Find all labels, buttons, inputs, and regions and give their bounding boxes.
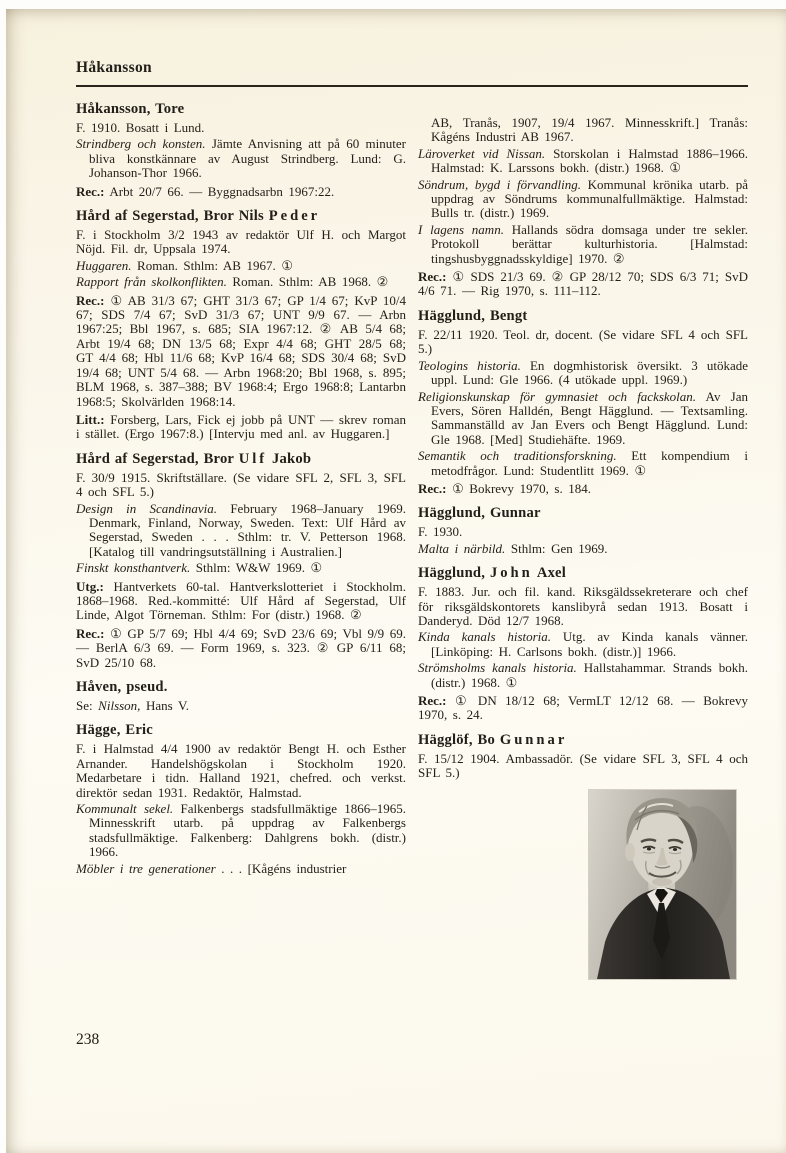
entry-heading xyxy=(76,679,406,696)
entry-heading xyxy=(76,722,406,739)
work-title: Huggaren. xyxy=(76,257,132,273)
text-run: Kommunal krönika utarb. på uppdrag av Söndrums kommunalfullmäktige. Halmstad: Bulls tr. (distr.) 1969. xyxy=(431,176,748,221)
work-title: Söndrum, bygd i förvandling. xyxy=(418,176,581,192)
work-title-entry xyxy=(418,661,748,690)
text-run: ① SDS 21/3 69. ② GP 28/12 70; SDS 6/3 71; SvD 4/6 71. — Rig 1970, s. 111–112. xyxy=(418,269,748,299)
biography-text xyxy=(76,471,406,500)
text-run: Hägglund, Gunnar xyxy=(418,505,541,522)
field-label: Rec.: xyxy=(76,183,105,199)
work-title-entry xyxy=(418,223,748,266)
references-paragraph xyxy=(418,482,748,496)
work-title-entry xyxy=(76,275,406,289)
text-run: Storskolan i Halmstad 1886–1966. Halmstad: K. Larssons bokh. (distr.) 1968. ① xyxy=(431,145,748,176)
text-run: Hägglund, Bengt xyxy=(418,307,528,324)
text-run: Hård af Segerstad, Bror xyxy=(76,450,239,467)
text-run: F. 30/9 1915. Skriftställare. (Se vidare SFL 2, SFL 3, SFL 4 och SFL 5.) xyxy=(76,469,406,500)
right-column xyxy=(418,114,748,781)
biography-text xyxy=(76,228,406,257)
work-title: Teologins historia. xyxy=(418,357,521,373)
work-title: Rapport från skolkonflikten. xyxy=(76,274,227,290)
entry-heading xyxy=(76,101,406,118)
field-label: Rec.: xyxy=(76,292,105,308)
text-run: Hallstahammar. Strands bokh. (distr.) 1968. ① xyxy=(431,660,748,690)
text-run: Ett kompendium i metodfrågor. Lund: Studentlitt 1969. ① xyxy=(431,448,748,478)
text-run: ① DN 18/12 68; VermLT 12/12 68. — Bokrevy 1970, s. 24. xyxy=(418,693,748,723)
work-title: Strindberg och konsten. xyxy=(76,136,206,152)
biography-text xyxy=(76,121,406,135)
header-rule xyxy=(76,85,748,87)
running-head: Håkansson xyxy=(76,59,152,76)
text-run: F. 15/12 1904. Ambassadör. (Se vidare SFL 3, SFL 4 och SFL 5.) xyxy=(418,750,748,781)
biography-text xyxy=(418,585,748,628)
work-title: Nilsson, xyxy=(98,698,141,713)
field-label: Rec.: xyxy=(418,269,447,285)
references-paragraph xyxy=(418,694,748,723)
field-label: Litt.: xyxy=(76,411,105,427)
entry-heading xyxy=(76,451,406,468)
spaced-given-name: John xyxy=(489,565,533,582)
text-run: Utg. av Kinda kanals vänner. [Linköping: H. Carlsons bokh. (distr.)] 1966. xyxy=(431,629,748,659)
text-run: Håven, pseud. xyxy=(76,679,168,695)
text-run: Hans V. xyxy=(140,698,189,713)
text-run: Hantverkets 60-tal. Hantverkslotteriet i Stockholm. 1868–1968. Red.-kommitté: Ulf Hård af Segerstad, Ulf Linde, Algot Törneman. Sthlm: For (distr.) 1968. ② xyxy=(76,578,406,623)
text-run: Håkansson, Tore xyxy=(76,101,185,117)
work-title: Kinda kanals historia. xyxy=(418,629,552,645)
work-title-entry xyxy=(418,449,748,478)
text-run: F. 1910. Bosatt i Lund. xyxy=(76,120,205,135)
text-run: Hallands södra domsaga under tre sekler. Protokoll berättar kulturhistoria. [Halmstad: tingshusbyggnadsskyldige] 1970. ② xyxy=(431,221,749,266)
text-run: Axel xyxy=(532,565,566,582)
field-label: Utg.: xyxy=(76,578,104,594)
book-page xyxy=(6,9,786,1153)
text-run: ① Bokrevy 1970, s. 184. xyxy=(446,480,591,496)
entry-heading xyxy=(76,208,406,225)
references-paragraph xyxy=(76,294,406,409)
text-run: En dogmhistorisk översikt. 3 utökade uppl. Lund: Gle 1966. (4 utökade uppl. 1969.) xyxy=(431,357,748,388)
text-run: Jämte Anvisning att på 60 minuter bliva konstkännare av August Strindberg. Lund: G. Johanson-Thor 1966. xyxy=(89,136,406,181)
spaced-given-name: Gunnar xyxy=(499,731,568,748)
entry-heading xyxy=(418,308,748,325)
work-title: Kommunalt sekel. xyxy=(76,801,174,817)
work-title: Design in Scandinavia. xyxy=(76,500,218,516)
work-title: Möbler i tre generationer xyxy=(76,860,216,876)
text-run: Forsberg, Lars, Fick ej jobb på UNT — skrev roman i stället. (Ergo 1967:8.) [Intervju med anl. av Huggaren.] xyxy=(76,411,406,442)
text-run: ① GP 5/7 69; Hbl 4/4 69; SvD 23/6 69; Vbl 9/9 69. — BerlA 6/3 69. — Form 1969, s. 323. ② GP 6/11 68; SvD 25/10 68. xyxy=(76,625,406,670)
portrait-photo xyxy=(589,790,736,979)
text-run: Falkenbergs stadsfullmäktige 1866–1965. Minnesskrift utarb. på uppdrag av Falkenbergs stadsfullmäktige. Falkenberg: Dahlgrens bokh. (distr.) 1966. xyxy=(89,801,407,860)
field-label: Rec.: xyxy=(76,625,105,641)
work-title: I lagens namn. xyxy=(418,221,504,237)
page-number: 238 xyxy=(76,1031,100,1048)
text-run: Av Jan Evers, Sören Halldén, Bengt Hägglund. — Textsamling. Sammanställd av Jan Evers och Bengt Hägglund. Lund: Gle 1968. [Med] Studiehäfte. 1969. xyxy=(431,388,748,447)
work-title-entry xyxy=(76,502,406,560)
text-run: F. 22/11 1920. Teol. dr, docent. (Se vidare SFL 4 och SFL 5.) xyxy=(418,326,748,357)
entry-heading xyxy=(418,565,748,582)
text-run: ① AB 31/3 67; GHT 31/3 67; GP 1/4 67; KvP 10/4 67; SDS 7/4 67; SvD 31/3 67; UNT 9/9 67. — Arbn 1967:25; Bbl 1967, s. 685; SIA 1967:12. ② AB 5/4 68; Arbt 19/4 68; DN 13/5 68; Expr 4/4 68; GHT 28/5 68; GT 4/4 68; Hbl 11/6 68; KvP 16/4 68; SDS 30/4 68; SvD 19/4 68; UNT 5/4 68. — Arbn 1968:20; Bbl 1968, s. 895; BLM 1968, s. 387–388; BV 1968:4; Ergo 1968:8; Lantarbn 1968:5; Skolvärlden 1968:14. xyxy=(76,292,406,409)
work-title-entry xyxy=(418,542,748,556)
work-title-entry xyxy=(418,630,748,659)
work-title-entry xyxy=(418,178,748,221)
work-title-entry xyxy=(76,862,406,876)
work-title-entry xyxy=(418,147,748,176)
spaced-given-name: Peder xyxy=(268,208,321,225)
portrait-photo-image xyxy=(589,790,736,979)
work-title: Strömsholms kanals historia. xyxy=(418,660,577,676)
work-title-entry xyxy=(76,802,406,860)
references-paragraph xyxy=(76,413,406,442)
text-run: . . . [Kågéns industrier xyxy=(215,860,347,876)
entry-heading xyxy=(418,505,748,522)
text-run: Hägglöf, Bo xyxy=(418,731,500,748)
entry-heading xyxy=(418,732,748,749)
work-title: Semantik och traditionsforskning. xyxy=(418,448,617,464)
text-run: February 1968–January 1969. Denmark, Finland, Norway, Sweden. Text: Ulf Hård av Segerstad, Sweden . . . Sthlm: tr. V. Petterson 1968. [Katalog till vandringsutställning i Australien.] xyxy=(89,500,406,559)
work-title-entry xyxy=(76,137,406,180)
work-title: Finskt konsthantverk. xyxy=(76,560,191,576)
spaced-given-name: Ulf xyxy=(238,450,268,467)
text-run: Jakob xyxy=(267,450,312,467)
text-run: Roman. Sthlm: AB 1968. ② xyxy=(226,274,389,290)
continuation-text xyxy=(418,116,748,145)
text-run: Arbt 20/7 66. — Byggnadsarbn 1967:22. xyxy=(104,183,335,199)
text-run: AB, Tranås, 1907, 19/4 1967. Minnesskrift.] Tranås: Kågéns Industri AB 1967. xyxy=(431,115,748,145)
text-run: Sthlm: W&W 1969. ① xyxy=(190,560,323,576)
work-title-entry xyxy=(76,561,406,575)
left-column xyxy=(76,101,406,876)
text-run: F. 1930. xyxy=(418,524,463,540)
text-run: F. i Stockholm 3/2 1943 av redaktör Ulf H. och Margot Nöjd. Fil. dr, Uppsala 1974. xyxy=(76,227,406,257)
page-content xyxy=(76,59,749,876)
work-title-entry xyxy=(76,259,406,273)
text-run: Se: xyxy=(76,698,99,713)
biography-text xyxy=(418,525,748,539)
work-title-entry xyxy=(418,359,748,388)
work-title: Läroverket vid Nissan. xyxy=(418,145,546,161)
references-paragraph xyxy=(418,270,748,299)
biography-text xyxy=(76,742,406,800)
biography-text xyxy=(418,328,748,357)
biography-text xyxy=(76,699,406,713)
references-paragraph xyxy=(76,580,406,623)
work-title: Religionskunskap för gymnasiet och fackskolan. xyxy=(418,388,697,404)
work-title: Malta i närbild. xyxy=(418,540,506,556)
references-paragraph xyxy=(76,627,406,670)
text-run: F. 1883. Jur. och fil. kand. Riksgäldssekreterare och chef för riksgäldskontorets kanslibyrå sedan 1913. Bosatt i Danderyd. Död 12/7 1968. xyxy=(418,584,748,628)
field-label: Rec.: xyxy=(418,480,447,496)
biography-text xyxy=(418,752,748,781)
text-run: Hägglund, xyxy=(418,565,490,582)
field-label: Rec.: xyxy=(418,693,447,708)
references-paragraph xyxy=(76,185,406,199)
text-run: Roman. Sthlm: AB 1967. ① xyxy=(131,257,293,273)
work-title-entry xyxy=(418,390,748,448)
text-run: Hård af Segerstad, Bror Nils xyxy=(76,208,269,225)
text-run: F. i Halmstad 4/4 1900 av redaktör Bengt H. och Esther Arnander. Handelshögskolan i Stockholm 1920. Medarbetare i tidn. Halland 1921, chefred. och verkst. direktör sedan 1931. Redaktör, Halmstad. xyxy=(76,741,406,800)
text-run: Hägge, Eric xyxy=(76,722,153,739)
text-run: Sthlm: Gen 1969. xyxy=(505,540,608,556)
